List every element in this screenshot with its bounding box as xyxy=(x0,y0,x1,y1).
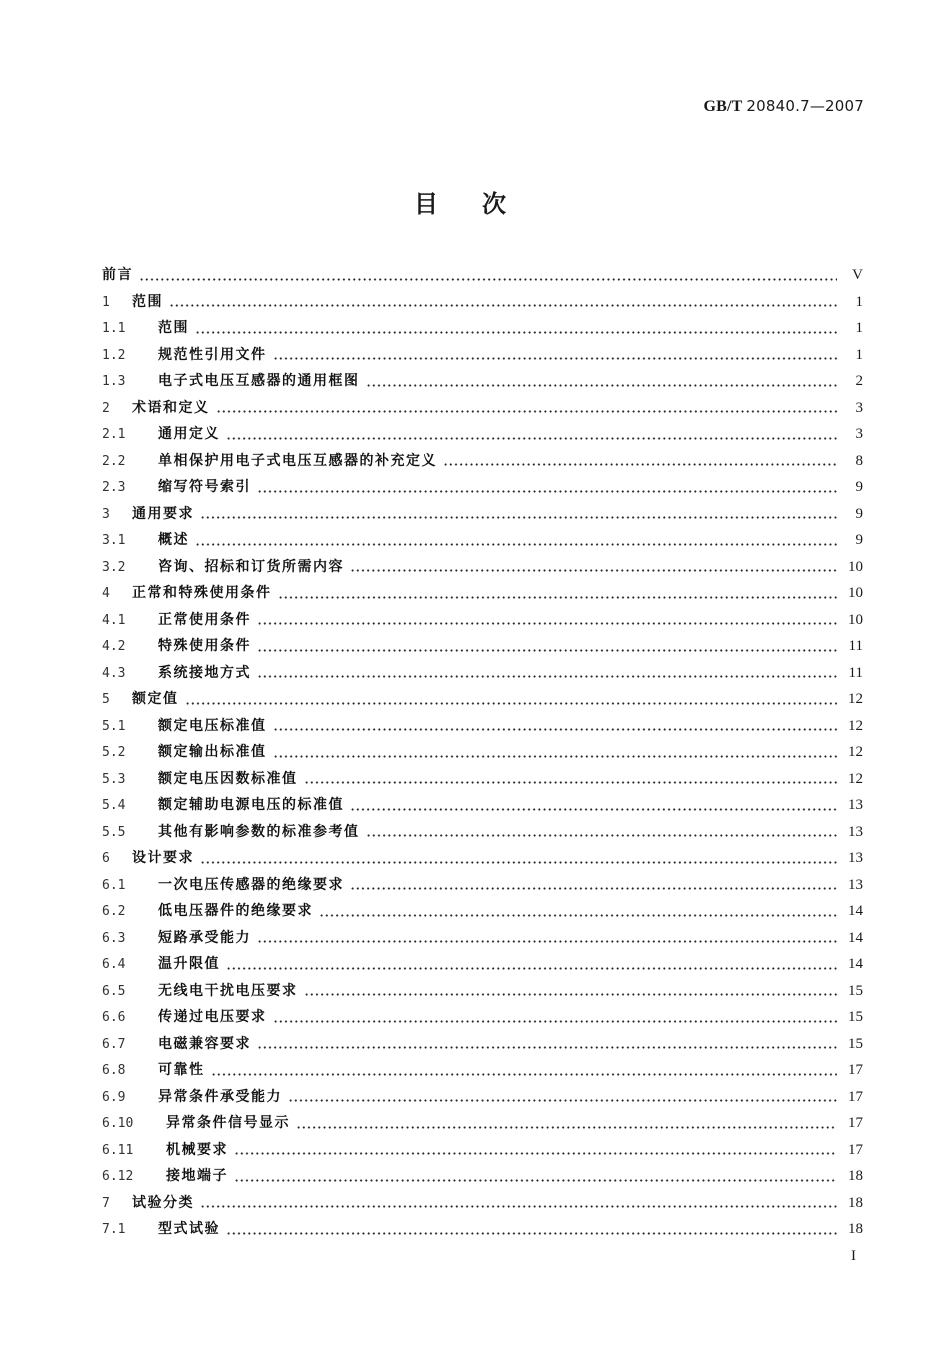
toc-entry[interactable] xyxy=(102,607,863,634)
toc-page-number: 10 xyxy=(848,585,863,601)
toc-section-title: 术语和定义 xyxy=(132,399,210,416)
toc-section-number: 7 xyxy=(102,1195,110,1211)
toc-section-title: 接地端子 xyxy=(166,1168,228,1184)
toc-section-number: 4.2 xyxy=(102,639,126,654)
toc-entry[interactable] xyxy=(102,872,863,899)
toc-page-number: 17 xyxy=(848,1088,863,1105)
toc-section-number: 6.11 xyxy=(102,1142,134,1158)
toc-page-number: 13 xyxy=(848,876,863,893)
toc-page-number: 11 xyxy=(848,638,863,654)
toc-entry[interactable] xyxy=(102,580,863,607)
toc-section-title: 电磁兼容要求 xyxy=(158,1035,251,1052)
standard-prefix: GB/T xyxy=(703,98,743,115)
toc-page-number: 2 xyxy=(855,373,863,389)
toc-page-number: 18 xyxy=(848,1168,863,1184)
toc-entry[interactable] xyxy=(102,1163,863,1190)
toc-page-number: 11 xyxy=(848,664,863,681)
toc-section-title: 正常和特殊使用条件 xyxy=(132,585,272,601)
toc-entry[interactable] xyxy=(102,898,863,925)
toc-leader-dots xyxy=(200,1205,837,1208)
toc-section-number: 6.12 xyxy=(102,1169,134,1184)
toc-leader-dots xyxy=(350,569,837,572)
toc-section-title: 传递过电压要求 xyxy=(158,1009,267,1025)
toc-leader-dots xyxy=(234,1152,837,1155)
toc-page-number: 12 xyxy=(848,717,863,734)
toc-leader-dots xyxy=(257,1046,837,1049)
toc-entry[interactable] xyxy=(102,342,863,369)
toc-leader-dots xyxy=(443,463,837,466)
toc-entry[interactable] xyxy=(102,315,863,342)
toc-section-title: 额定电压标准值 xyxy=(158,717,267,734)
toc-section-title: 系统接地方式 xyxy=(158,664,251,681)
toc-section-number: 6.10 xyxy=(102,1116,134,1131)
toc-entry[interactable] xyxy=(102,1084,863,1111)
toc-section-title: 型式试验 xyxy=(158,1221,220,1237)
toc-page-number: 10 xyxy=(848,611,863,628)
toc-leader-dots xyxy=(278,596,838,599)
toc-leader-dots xyxy=(350,887,837,890)
toc-entry[interactable] xyxy=(102,1004,863,1031)
toc-section-number: 2 xyxy=(102,400,110,416)
toc-section-title: 设计要求 xyxy=(132,850,194,866)
toc-leader-dots xyxy=(273,755,838,758)
toc-section-title: 异常条件承受能力 xyxy=(158,1088,282,1105)
toc-section-number: 3.2 xyxy=(102,559,126,575)
toc-section-title: 通用要求 xyxy=(132,505,194,522)
toc-leader-dots xyxy=(257,490,837,493)
toc-leader-dots xyxy=(366,384,838,387)
toc-section-number: 4 xyxy=(102,586,110,601)
toc-leader-dots xyxy=(304,993,838,996)
toc-section-number: 6.8 xyxy=(102,1063,126,1078)
toc-entry[interactable] xyxy=(102,792,863,819)
toc-page-number: 15 xyxy=(848,1009,863,1025)
toc-page-number: 14 xyxy=(848,929,863,946)
toc-leader-dots xyxy=(366,834,838,837)
page-number: I xyxy=(851,1248,856,1264)
toc-page-number: 14 xyxy=(848,956,863,972)
toc-leader-dots xyxy=(350,808,837,811)
toc-entry[interactable] xyxy=(102,845,863,872)
toc-section-title: 短路承受能力 xyxy=(158,929,251,946)
toc-section-title: 低电压器件的绝缘要求 xyxy=(158,903,313,919)
toc-entry[interactable] xyxy=(102,925,863,952)
toc-section-number: 6.1 xyxy=(102,877,126,893)
toc-section-title: 额定电压因数标准值 xyxy=(158,770,298,787)
toc-leader-dots xyxy=(200,861,837,864)
toc-entry[interactable] xyxy=(102,1216,863,1243)
toc-entry[interactable] xyxy=(102,686,863,713)
toc-leader-dots xyxy=(169,304,837,307)
toc-leader-dots xyxy=(257,940,837,943)
toc-section-number: 6 xyxy=(102,851,110,866)
toc-section-title: 特殊使用条件 xyxy=(158,638,251,654)
toc-section-number: 6.2 xyxy=(102,904,126,919)
toc-section-number: 6.4 xyxy=(102,957,126,972)
toc-section-title: 通用定义 xyxy=(158,426,220,442)
toc-leader-dots xyxy=(185,702,838,705)
toc-entry[interactable] xyxy=(102,448,863,475)
toc-leader-dots xyxy=(226,437,837,440)
toc-leader-dots xyxy=(226,967,837,970)
toc-section-title: 前言 xyxy=(102,267,133,283)
toc-entry[interactable] xyxy=(102,819,863,846)
toc-section-number: 5.2 xyxy=(102,745,126,760)
toc-section-number: 5.4 xyxy=(102,798,126,813)
toc-page-number: 10 xyxy=(848,558,863,575)
toc-leader-dots xyxy=(319,914,837,917)
toc-section-title: 电子式电压互感器的通用框图 xyxy=(158,373,360,389)
toc-leader-dots xyxy=(273,357,838,360)
toc-leader-dots xyxy=(195,543,837,546)
toc-page-number: 1 xyxy=(855,293,863,310)
toc-section-title: 试验分类 xyxy=(132,1194,194,1211)
toc-page-number: 13 xyxy=(848,850,863,866)
toc-page-number: 17 xyxy=(848,1062,863,1078)
toc-page-number: 1 xyxy=(855,320,863,336)
toc-leader-dots xyxy=(216,410,838,413)
toc-leader-dots xyxy=(195,331,837,334)
toc-page-number: 17 xyxy=(848,1115,863,1131)
toc-page-number: 15 xyxy=(848,982,863,999)
toc-leader-dots xyxy=(257,622,837,625)
toc-section-number: 5.5 xyxy=(102,824,126,840)
toc-leader-dots xyxy=(139,278,837,281)
toc-section-number: 1.3 xyxy=(102,374,126,389)
toc-entry[interactable] xyxy=(102,395,863,422)
toc-page-number: 18 xyxy=(848,1194,863,1211)
toc-entry[interactable] xyxy=(102,633,863,660)
toc-page-number: 1 xyxy=(855,346,863,363)
page-title: 目次 xyxy=(414,190,550,218)
toc-section-number: 5.3 xyxy=(102,771,126,787)
toc-page-number: 13 xyxy=(848,797,863,813)
toc-section-title: 单相保护用电子式电压互感器的补充定义 xyxy=(158,452,437,469)
toc-page-number: 9 xyxy=(855,479,863,495)
toc-section-number: 1.2 xyxy=(102,347,126,363)
toc-entry[interactable] xyxy=(102,739,863,766)
toc-section-title: 温升限值 xyxy=(158,956,220,972)
toc-leader-dots xyxy=(304,781,838,784)
toc-leader-dots xyxy=(273,728,838,731)
toc-leader-dots xyxy=(288,1099,837,1102)
toc-section-number: 4.1 xyxy=(102,612,126,628)
toc-section-title: 无线电干扰电压要求 xyxy=(158,982,298,999)
toc-section-number: 5.1 xyxy=(102,718,126,734)
toc-leader-dots xyxy=(296,1126,837,1129)
toc-section-title: 额定输出标准值 xyxy=(158,744,267,760)
toc-entry[interactable] xyxy=(102,1137,863,1164)
toc-leader-dots xyxy=(226,1232,837,1235)
toc-page-number: 3 xyxy=(855,399,863,416)
toc-entry[interactable] xyxy=(102,660,863,687)
toc-section-number: 6.7 xyxy=(102,1036,126,1052)
toc-section-title: 规范性引用文件 xyxy=(158,346,267,363)
toc-entry[interactable] xyxy=(102,501,863,528)
toc-entry[interactable] xyxy=(102,713,863,740)
toc-section-title: 缩写符号索引 xyxy=(158,479,251,495)
toc-leader-dots xyxy=(273,1020,838,1023)
toc-entry[interactable] xyxy=(102,1110,863,1137)
toc-section-title: 范围 xyxy=(132,293,163,310)
table-of-contents xyxy=(102,262,863,1243)
toc-section-number: 6.3 xyxy=(102,930,126,946)
toc-section-number: 7.1 xyxy=(102,1222,126,1237)
toc-entry[interactable] xyxy=(102,368,863,395)
toc-section-title: 咨询、招标和订货所需内容 xyxy=(158,558,344,575)
toc-page-number: 9 xyxy=(855,532,863,548)
toc-section-title: 额定辅助电源电压的标准值 xyxy=(158,797,344,813)
toc-section-title: 可靠性 xyxy=(158,1062,205,1078)
toc-section-title: 范围 xyxy=(158,320,189,336)
toc-page-number: 12 xyxy=(848,770,863,787)
toc-entry[interactable] xyxy=(102,1057,863,1084)
toc-section-number: 6.6 xyxy=(102,1010,126,1025)
toc-page-number: V xyxy=(852,267,863,283)
toc-section-number: 2.3 xyxy=(102,480,126,495)
toc-section-number: 1 xyxy=(102,294,110,310)
toc-entry[interactable] xyxy=(102,527,863,554)
toc-section-title: 异常条件信号显示 xyxy=(166,1115,290,1131)
toc-entry[interactable] xyxy=(102,1190,863,1217)
toc-section-number: 5 xyxy=(102,692,110,707)
toc-section-number: 3 xyxy=(102,506,110,522)
toc-entry[interactable] xyxy=(102,766,863,793)
toc-section-number: 3.1 xyxy=(102,533,126,548)
toc-leader-dots xyxy=(200,516,837,519)
toc-page-number: 12 xyxy=(848,691,863,707)
toc-page-number: 14 xyxy=(848,903,863,919)
toc-entry[interactable] xyxy=(102,289,863,316)
toc-section-number: 1.1 xyxy=(102,321,126,336)
toc-entry[interactable] xyxy=(102,474,863,501)
toc-entry[interactable] xyxy=(102,262,863,289)
toc-section-number: 4.3 xyxy=(102,665,126,681)
toc-section-number: 2.2 xyxy=(102,453,126,469)
toc-section-title: 概述 xyxy=(158,532,189,548)
toc-leader-dots xyxy=(257,675,837,678)
toc-entry[interactable] xyxy=(102,951,863,978)
standard-number xyxy=(703,97,864,116)
toc-leader-dots xyxy=(211,1073,838,1076)
toc-section-title: 额定值 xyxy=(132,691,179,707)
toc-page-number: 15 xyxy=(848,1035,863,1052)
toc-page-number: 3 xyxy=(855,426,863,442)
toc-page-number: 8 xyxy=(855,452,863,469)
toc-section-title: 机械要求 xyxy=(166,1141,228,1158)
toc-page-number: 12 xyxy=(848,744,863,760)
toc-leader-dots xyxy=(257,649,837,652)
toc-page-number: 13 xyxy=(848,823,863,840)
toc-entry[interactable] xyxy=(102,1031,863,1058)
toc-section-title: 其他有影响参数的标准参考值 xyxy=(158,823,360,840)
toc-section-title: 一次电压传感器的绝缘要求 xyxy=(158,876,344,893)
toc-entry[interactable] xyxy=(102,554,863,581)
toc-page-number: 17 xyxy=(848,1141,863,1158)
standard-code: 20840.7—2007 xyxy=(746,97,864,115)
toc-entry[interactable] xyxy=(102,978,863,1005)
toc-section-number: 2.1 xyxy=(102,427,126,442)
toc-section-title: 正常使用条件 xyxy=(158,611,251,628)
toc-leader-dots xyxy=(234,1179,837,1182)
toc-section-number: 6.9 xyxy=(102,1089,126,1105)
toc-section-number: 6.5 xyxy=(102,983,126,999)
toc-page-number: 9 xyxy=(855,505,863,522)
toc-entry[interactable] xyxy=(102,421,863,448)
toc-page-number: 18 xyxy=(848,1221,863,1237)
